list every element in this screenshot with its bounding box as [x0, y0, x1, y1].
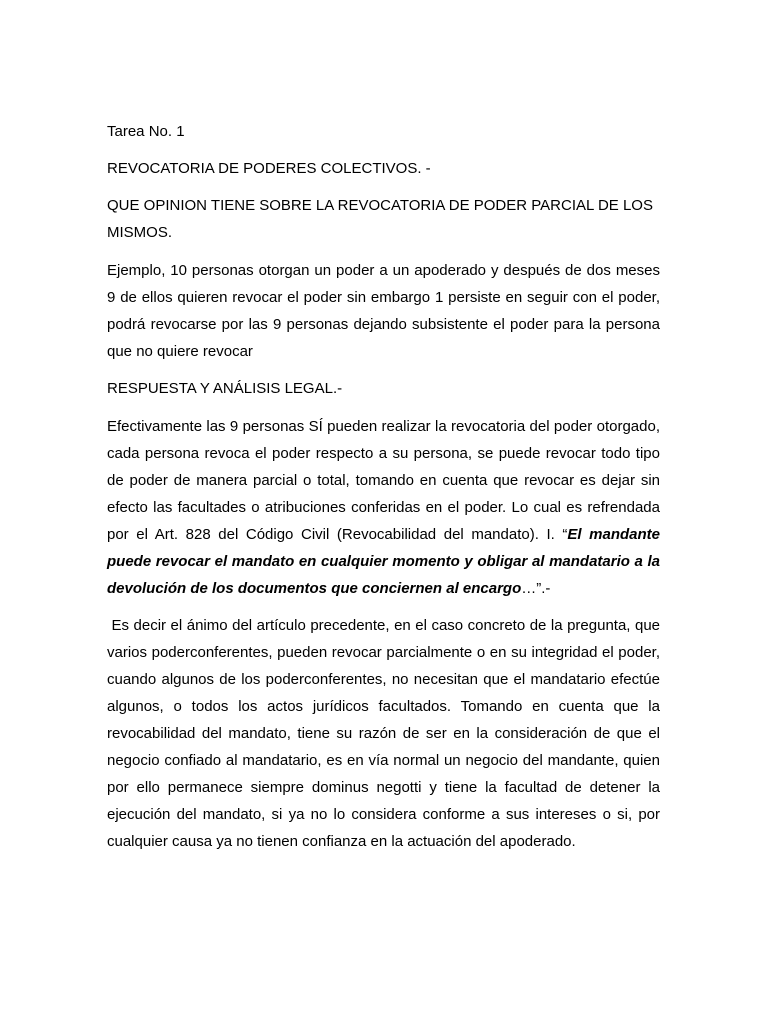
analysis-paragraph: Es decir el ánimo del artículo precedente, en el caso concreto de la pregunta, que varios poderconferentes, pueden revocar parcialmente o en su integridad el poder, cuando algunos de los poderconferentes, no necesitan que el mandatario efectúe algunos, o todos los actos jurídicos facultados. Tomando en cuenta que la revocabilidad del mandato, tiene su razón de ser en la consideración de que el negocio confiado al mandatario, es en vía normal un negocio del mandante, quien por ello permanece siempre dominus negotti y tiene la facultad de detener la ejecución del mandato, si ya no lo considera conforme a sus intereses o si, por cualquier causa ya no tienen confianza en la actuación del apoderado.: [107, 617, 665, 850]
answer-heading: RESPUESTA Y ANÁLISIS LEGAL.-: [107, 380, 343, 397]
question-text: QUE OPINION TIENE SOBRE LA REVOCATORIA DE PODER PARCIAL DE LOS MISMOS.: [107, 197, 653, 241]
document-title: Tarea No. 1: [107, 123, 185, 140]
answer-closing: …”.-: [521, 580, 551, 597]
legal-quote: El mandante puede revocar el mandato en cualquier momento y obligar al mandatario a la devolución de los documentos que conciernen al encargo: [107, 526, 661, 597]
document-body: [107, 118, 665, 865]
answer-paragraph: [107, 413, 660, 602]
section-heading: REVOCATORIA DE PODERES COLECTIVOS. -: [107, 160, 431, 177]
example-paragraph: Ejemplo, 10 personas otorgan un poder a un apoderado y después de dos meses 9 de ellos quieren revocar el poder sin embargo 1 persiste en seguir con el poder, podrá revocarse por las 9 personas dejando subsistente el poder para la persona que no quiere revocar: [107, 262, 660, 360]
answer-intro: Efectivamente las 9 personas SÍ pueden realizar la revocatoria del poder otorgado, cada persona revoca el poder respecto a su persona, se puede revocar todo tipo de poder de manera parcial o total, tomando en cuenta que revocar es dejar sin efecto las facultades o atribuciones conferidas en el poder. Lo cual es refrendada por el Art. 828 del Código Civil (Revocabilidad del mandato). I. “: [107, 418, 660, 543]
